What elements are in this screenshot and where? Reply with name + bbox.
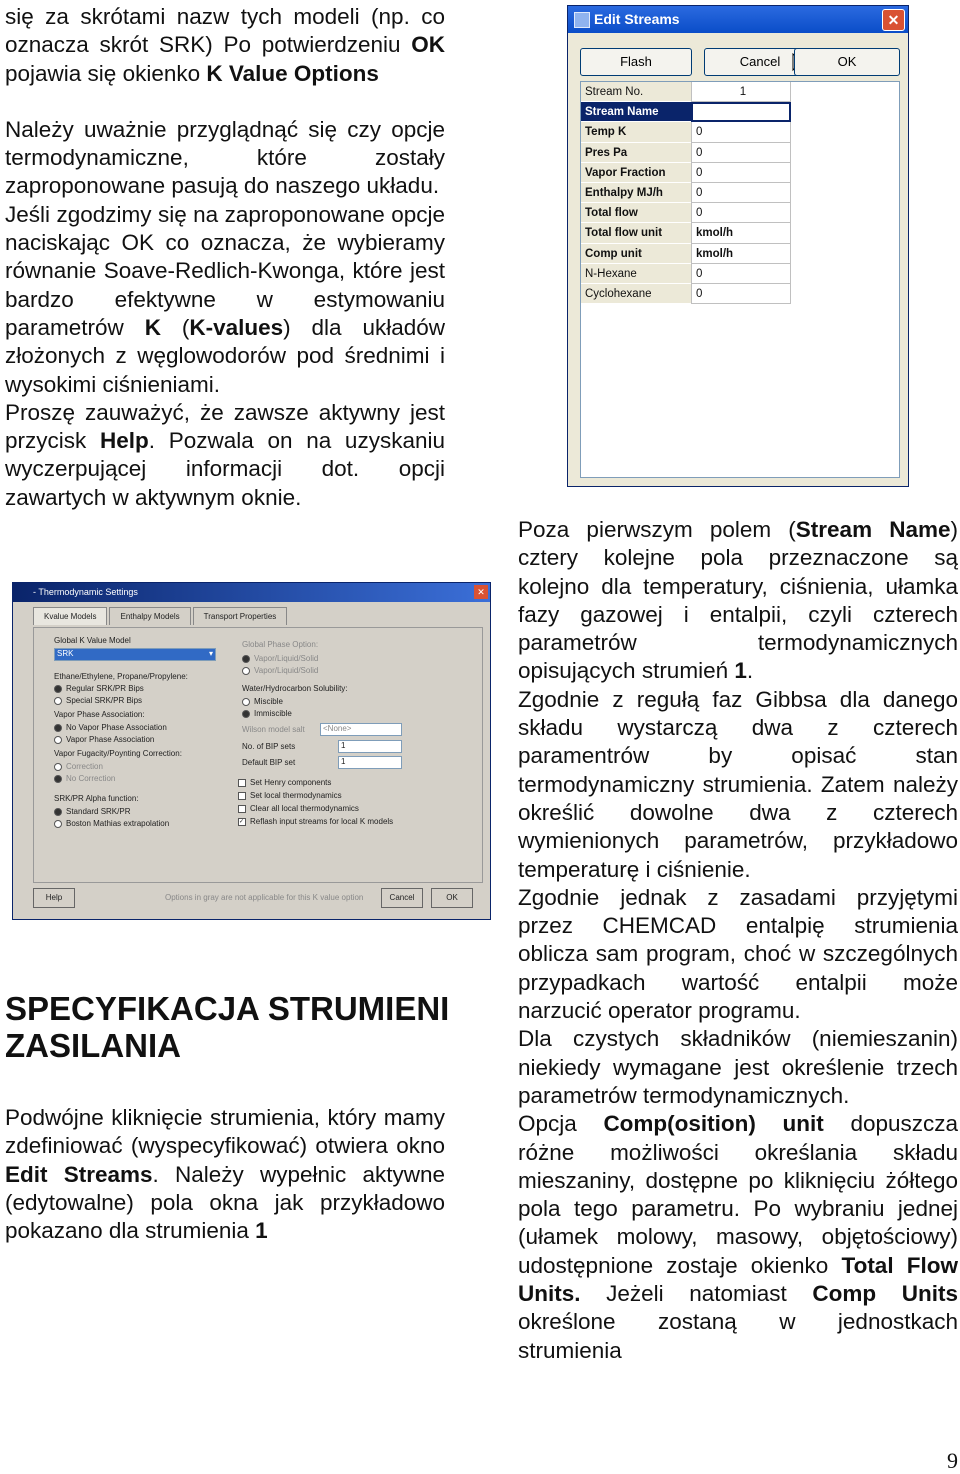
check-local-thermo[interactable]: Set local thermodynamics (238, 791, 342, 800)
water-opt-2[interactable]: Immiscible (242, 709, 292, 718)
pres-input[interactable]: 0 (691, 143, 791, 163)
edit-streams-title-bar (568, 6, 908, 33)
radio-icon (54, 697, 62, 705)
water-label: Water/Hydrocarbon Solubility: (242, 684, 348, 693)
tab-enthalpy-models[interactable]: Enthalpy Models (109, 607, 190, 625)
row-stream-name: Stream Name (581, 102, 899, 122)
water-opt-1[interactable]: Miscible (242, 697, 283, 706)
row-n-hexane: N-Hexane 0 (581, 264, 899, 284)
ethane-opt-1[interactable]: Regular SRK/PR Bips (54, 684, 144, 693)
radio-icon (242, 655, 250, 663)
right-text (518, 516, 958, 1365)
radio-icon (54, 724, 62, 732)
vapor-assoc-opt-2[interactable]: Vapor Phase Association (54, 735, 154, 744)
checkbox-icon (238, 805, 246, 813)
thermo-panel (33, 627, 483, 883)
ethane-label: Ethane/Ethylene, Propane/Propylene: (54, 672, 188, 681)
vapor-assoc-opt-1[interactable]: No Vapor Phase Association (54, 723, 167, 732)
checkbox-icon (238, 792, 246, 800)
thermo-close-icon[interactable]: ✕ (474, 585, 488, 599)
row-vapor-fraction: Vapor Fraction 0 (581, 163, 899, 183)
chevron-down-icon: ▾ (208, 649, 213, 658)
global-k-select[interactable] (54, 648, 216, 661)
paragraph-intro: się za skrótami nazw tych modeli (np. co oznacza skrót SRK) Po potwierdzeniu OK pojawia się okienko K Value Options (5, 4, 445, 86)
radio-icon (54, 736, 62, 744)
page-number: 9 (947, 1448, 958, 1473)
enthalpy-input[interactable]: 0 (691, 183, 791, 203)
ok-button[interactable]: OK (431, 888, 473, 908)
help-button[interactable]: Help (33, 888, 75, 908)
paragraph-comp-unit: Opcja Comp(osition) unit dopuszcza różne możliwości określania składu mieszaniny, dostępne po kliknięciu żółtego pola tego parametru. Po wybraniu jednej (ułamek molowy, masowy, objętościowy) udostępnione zostaje okienko Total Flow Units. Jeżeli natomiast Comp Units określone zostaną w jednostkach strumienia (518, 1111, 959, 1363)
tab-kvalue-models[interactable]: Kvalue Models (33, 607, 107, 625)
paragraph-check-options: Należy uważnie przyglądnąć się czy opcje termodynamiczne, które zostały zaproponowane pasują do naszego układu. (5, 116, 445, 199)
wilson-select[interactable]: <None> (320, 723, 402, 736)
cancel-button[interactable]: Cancel (381, 888, 423, 908)
row-total-flow-unit: Total flow unit kmol/h (581, 223, 899, 243)
thermo-tabs (33, 607, 289, 625)
radio-icon (54, 685, 62, 693)
thermo-note: Options in gray are not applicable for this K value option (165, 893, 364, 902)
n-hexane-input[interactable]: 0 (691, 264, 791, 284)
bip-sets-label: No. of BIP sets (242, 742, 296, 751)
tab-transport-properties[interactable]: Transport Properties (193, 607, 288, 625)
stream-name-input[interactable] (691, 102, 791, 122)
vapor-fug-label: Vapor Fugacity/Poynting Correction: (54, 749, 182, 758)
thermo-title: - Thermodynamic Settings (13, 583, 490, 602)
comp-unit-select[interactable]: kmol/h (691, 244, 791, 264)
paragraph-enthalpy: Zgodnie jednak z zasadami przyjętymi przez CHEMCAD entalpię strumienia oblicza sam program, choć w szczególnych przypadkach wartość entalpii może narzucić operator programu. (518, 884, 958, 1024)
row-enthalpy: Enthalpy MJ/h 0 (581, 183, 899, 203)
alpha-opt-1[interactable]: Standard SRK/PR (54, 807, 130, 816)
default-bip-label: Default BIP set (242, 758, 296, 767)
edit-streams-title: Edit Streams (594, 11, 680, 27)
checkbox-icon (238, 779, 246, 787)
cancel-button[interactable]: Cancel (704, 48, 816, 76)
row-stream-no: Stream No. 1 (581, 82, 899, 102)
vapor-fraction-input[interactable]: 0 (691, 163, 791, 183)
radio-icon (242, 667, 250, 675)
window-icon (574, 12, 590, 28)
paragraph-gibbs: Zgodnie z regułą faz Gibbsa dla danego składu wystarczą dwa z czterech paramentrów by opisać stan termodynamiczny strumienia. Zatem należy określić dowolne dwa z czterech wymienionych parametrów, przykładowo temperaturę i ciśnienie. (518, 686, 958, 882)
stream-properties-grid (580, 81, 900, 478)
radio-icon (242, 710, 250, 718)
check-clear-local[interactable]: Clear all local thermodynamics (238, 804, 359, 813)
radio-icon (242, 698, 250, 706)
close-icon[interactable]: ✕ (882, 9, 905, 31)
paragraph-fields: Poza pierwszym polem (Stream Name) cztery kolejne pola przeznaczone są kolejno dla temperatury, ciśnienia, ułamka fazy gazowej i entalpii, czyli czterech parametrów termodynamicznych opisujących strumień 1. (518, 517, 959, 684)
ok-button[interactable]: OK (794, 48, 900, 76)
bip-sets-input[interactable]: 1 (338, 740, 402, 753)
row-pres: Pres Pa 0 (581, 143, 899, 163)
total-flow-unit-select[interactable]: kmol/h (691, 223, 791, 243)
checkbox-checked-icon: ✓ (239, 818, 245, 825)
stream-no-value: 1 (691, 82, 791, 102)
total-flow-input[interactable]: 0 (691, 203, 791, 223)
radio-icon (54, 763, 62, 771)
flash-button[interactable]: Flash (580, 48, 692, 76)
radio-icon (54, 808, 62, 816)
check-henry[interactable]: Set Henry components (238, 778, 331, 787)
default-bip-input[interactable]: 1 (338, 756, 402, 769)
paragraph-help: Proszę zauważyć, że zawsze aktywny jest przycisk Help. Pozwala on na uzyskaniu wyczerpującej informacji dot. opcji zawartych w aktywnym oknie. (5, 399, 445, 510)
ethane-opt-2[interactable]: Special SRK/PR Bips (54, 696, 142, 705)
left-text-top (5, 3, 445, 512)
vapor-fug-opt-2[interactable]: No Correction (54, 774, 115, 783)
left-text-bottom (5, 1104, 445, 1245)
row-comp-unit: Comp unit kmol/h (581, 244, 899, 264)
paragraph-edit-streams: Podwójne kliknięcie strumienia, który mamy zdefiniować (wyspecyfikować) otwiera okno Edit Streams. Należy wypełnic aktywne (edytowalne) pola okna jak przykładowo pokazano dla strumienia 1 (5, 1105, 445, 1244)
vapor-fug-opt-1[interactable]: Correction (54, 762, 103, 771)
row-total-flow: Total flow 0 (581, 203, 899, 223)
radio-icon (54, 775, 62, 783)
paragraph-pure-components: Dla czystych składników (niemieszanin) niekiedy wymagane jest określenie trzech parametrów termodynamicznych. (518, 1026, 958, 1108)
alpha-label: SRK/PR Alpha function: (54, 794, 139, 803)
vapor-assoc-label: Vapor Phase Association: (54, 710, 145, 719)
section-heading: SPECYFIKACJA STRUMIENI ZASILANIA (5, 990, 450, 1064)
cyclohexane-input[interactable]: 0 (691, 284, 791, 304)
check-reflash[interactable]: ✓ Reflash input streams for local K models (239, 817, 394, 826)
global-k-label: Global K Value Model (54, 636, 131, 645)
wilson-label: Wilson model salt (242, 725, 305, 734)
row-temp: Temp K 0 (581, 122, 899, 142)
paragraph-srk: Jeśli zgodzimy się na zaproponowane opcje naciskając OK co oznacza, że wybieramy równanie Soave-Redlich-Kwonga, które jest bardzo efektywne w estymowaniu parametrów K (K-values) dla układów złożonych z węglowodorów pod średnimi i wysokimi ciśnieniami. (5, 201, 446, 397)
global-phase-label: Global Phase Option: (242, 640, 319, 649)
global-k-value: SRK (57, 649, 74, 658)
temp-input[interactable]: 0 (691, 122, 791, 142)
alpha-opt-2[interactable]: Boston Mathias extrapolation (54, 819, 169, 828)
global-phase-opt-1[interactable]: Vapor/Liquid/Solid (242, 654, 318, 663)
global-phase-opt-2[interactable]: Vapor/Liquid/Solid (242, 666, 318, 675)
row-cyclohexane: Cyclohexane 0 (581, 284, 899, 304)
edit-streams-window (567, 5, 909, 487)
thermodynamic-settings-window (12, 582, 491, 920)
radio-icon (54, 820, 62, 828)
